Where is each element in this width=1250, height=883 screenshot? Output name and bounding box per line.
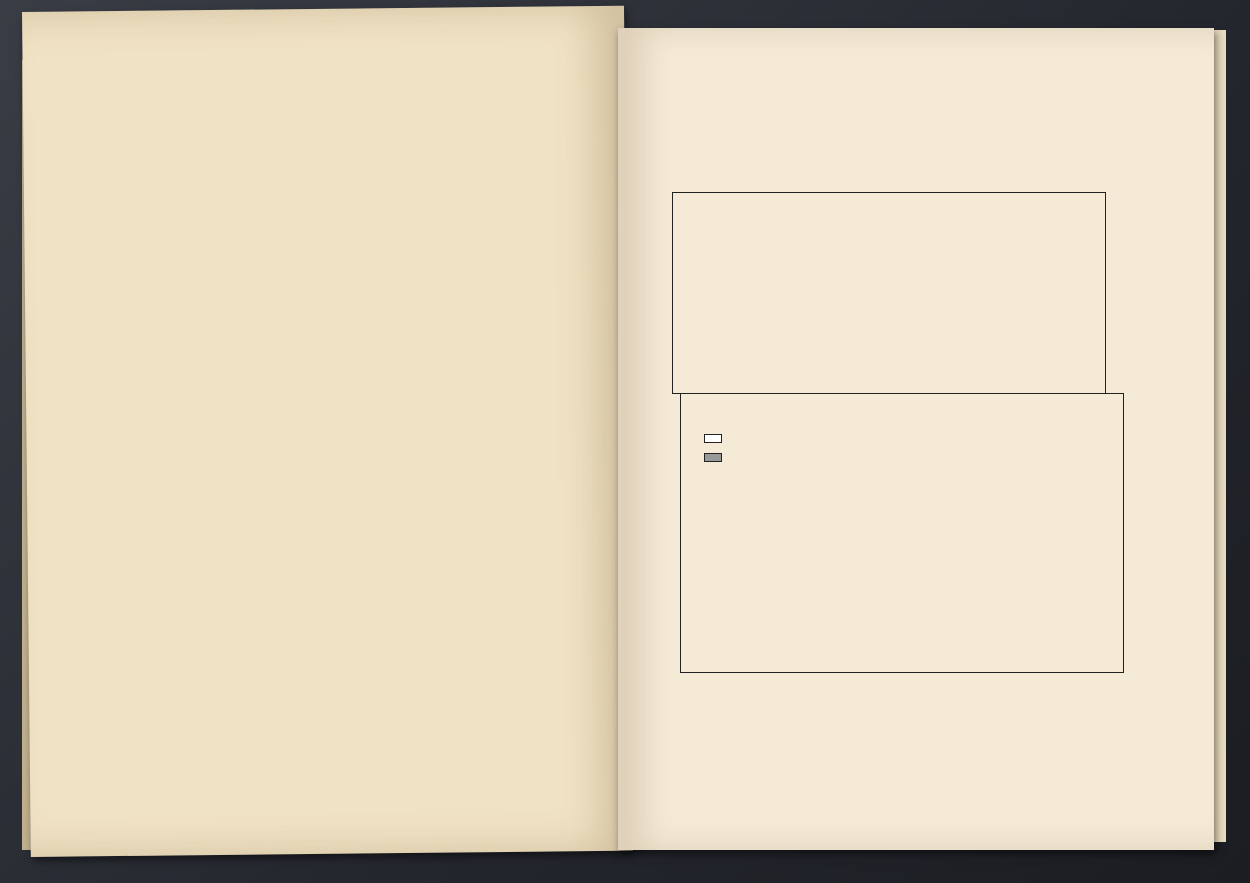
bar-chart [680, 393, 1122, 671]
pie-charts [672, 230, 1104, 340]
left-page [22, 6, 633, 857]
